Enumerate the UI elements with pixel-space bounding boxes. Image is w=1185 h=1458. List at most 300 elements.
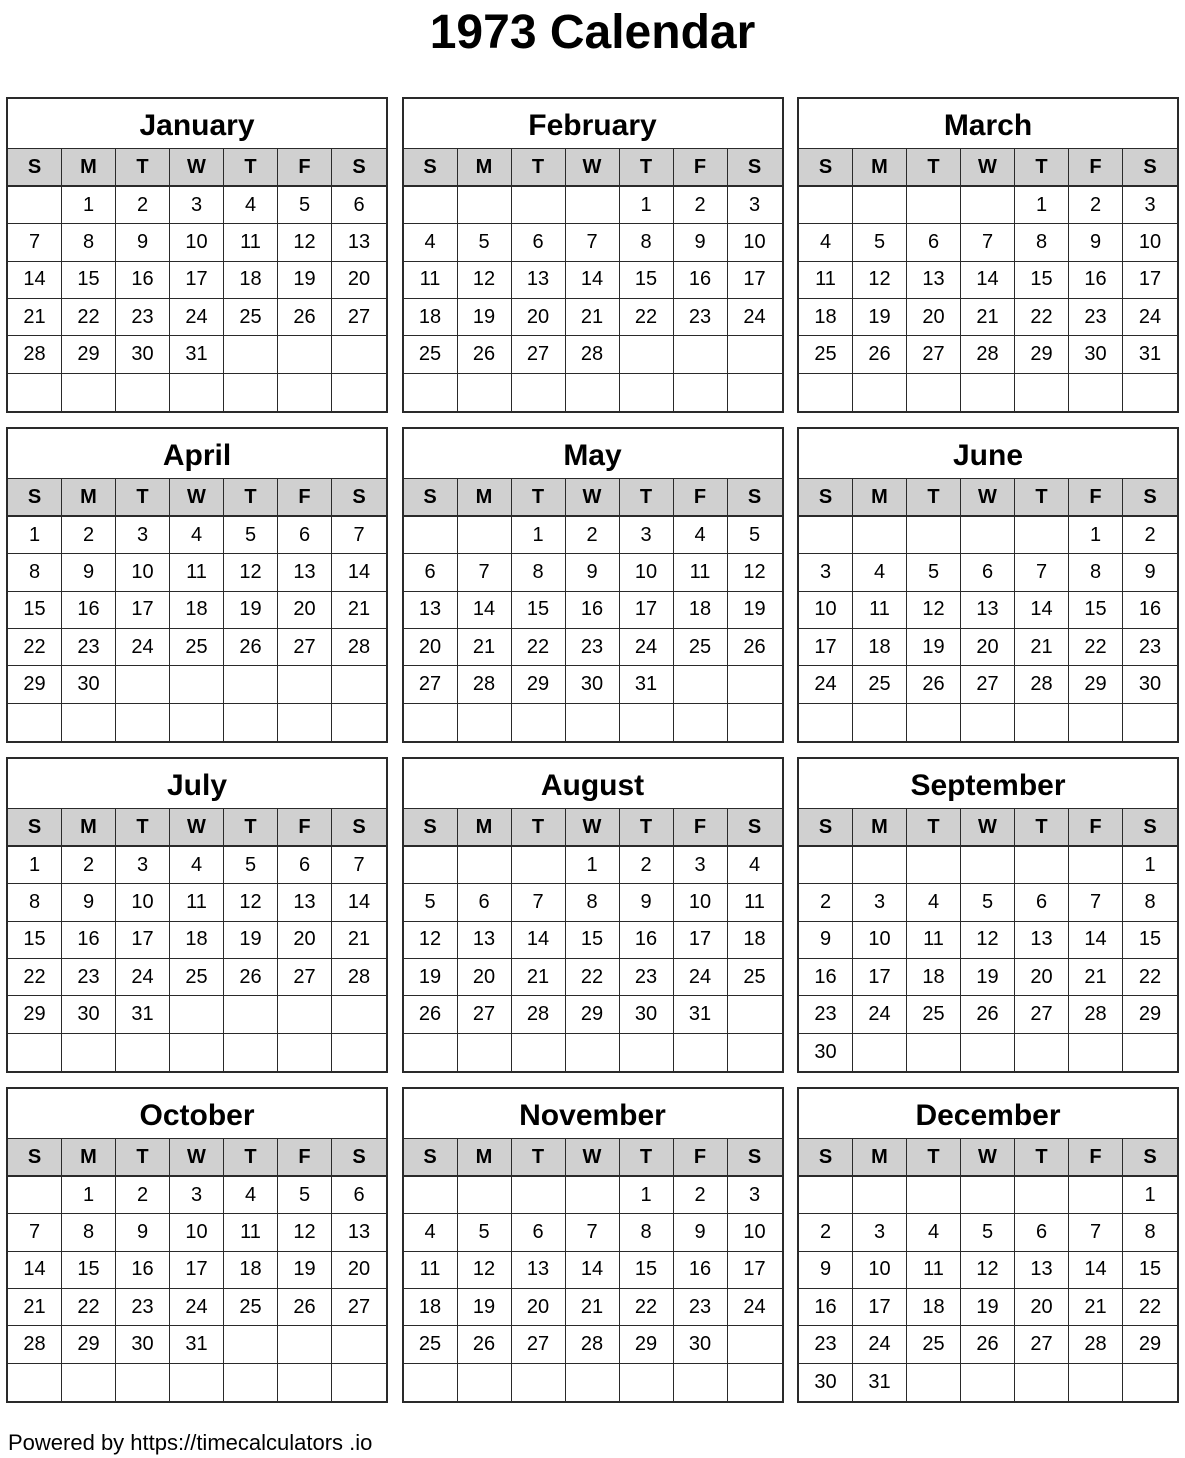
empty-day-cell [620, 336, 674, 373]
day-cell: 19 [278, 1252, 332, 1289]
weekday-label: F [1069, 809, 1123, 845]
day-cell: 29 [1123, 1326, 1177, 1363]
empty-day-cell [458, 1364, 512, 1401]
day-cell: 7 [458, 554, 512, 591]
day-cell: 11 [404, 1252, 458, 1289]
weekday-label: T [512, 149, 566, 185]
day-cell: 8 [620, 224, 674, 261]
day-cell: 2 [674, 187, 728, 224]
day-cell: 22 [512, 629, 566, 666]
day-cell: 3 [799, 554, 853, 591]
weekday-label: W [566, 149, 620, 185]
day-cell: 11 [907, 1252, 961, 1289]
day-cell: 26 [224, 629, 278, 666]
empty-day-cell [728, 704, 782, 741]
day-cell: 20 [278, 922, 332, 959]
empty-day-cell [278, 1364, 332, 1401]
weekday-label: T [116, 149, 170, 185]
empty-day-cell [8, 704, 62, 741]
weekday-label: S [799, 149, 853, 185]
weekday-label: S [352, 156, 366, 178]
empty-day-cell [332, 996, 386, 1033]
day-grid [8, 187, 386, 411]
day-cell: 6 [278, 847, 332, 884]
day-cell: 27 [961, 666, 1015, 703]
day-cell: 27 [1015, 1326, 1069, 1363]
empty-day-cell [8, 1034, 62, 1071]
empty-day-cell [224, 704, 278, 741]
day-cell: 3 [620, 517, 674, 554]
empty-day-cell [458, 1177, 512, 1214]
empty-day-cell [853, 517, 907, 554]
day-cell: 7 [8, 224, 62, 261]
weekday-label: F [674, 149, 728, 185]
empty-day-cell [853, 1177, 907, 1214]
day-cell: 28 [8, 336, 62, 373]
day-cell: 20 [458, 959, 512, 996]
day-cell: 22 [62, 1289, 116, 1326]
day-cell: 15 [1123, 922, 1177, 959]
day-cell: 2 [1069, 187, 1123, 224]
page-title: 1973 Calendar [429, 6, 756, 59]
day-cell: 5 [907, 554, 961, 591]
day-cell: 3 [853, 1214, 907, 1251]
day-cell: 12 [961, 1252, 1015, 1289]
day-cell: 23 [799, 1326, 853, 1363]
day-cell: 21 [512, 959, 566, 996]
day-cell: 5 [278, 1177, 332, 1214]
day-cell: 6 [458, 884, 512, 921]
day-cell: 28 [566, 336, 620, 373]
empty-day-cell [566, 1364, 620, 1401]
day-cell: 15 [620, 262, 674, 299]
weekday-label: T [907, 1139, 961, 1175]
day-cell: 27 [404, 666, 458, 703]
day-cell: 26 [961, 996, 1015, 1033]
day-cell: 8 [62, 224, 116, 261]
day-grid [799, 1177, 1177, 1401]
empty-day-cell [332, 374, 386, 411]
day-cell: 18 [404, 1289, 458, 1326]
day-cell: 14 [332, 554, 386, 591]
empty-day-cell [332, 1034, 386, 1071]
empty-day-cell [566, 187, 620, 224]
day-cell: 6 [1015, 884, 1069, 921]
day-cell: 21 [8, 299, 62, 336]
empty-day-cell [62, 704, 116, 741]
day-cell: 11 [674, 554, 728, 591]
day-cell: 8 [566, 884, 620, 921]
weekday-label: T [620, 149, 674, 185]
day-grid [799, 847, 1177, 1071]
month-april [6, 427, 388, 743]
day-cell: 14 [566, 1252, 620, 1289]
empty-day-cell [224, 1034, 278, 1071]
day-cell: 15 [566, 922, 620, 959]
day-cell: 7 [566, 224, 620, 261]
empty-day-cell [458, 517, 512, 554]
day-cell: 10 [170, 224, 224, 261]
day-cell: 24 [116, 959, 170, 996]
empty-day-cell [170, 1364, 224, 1401]
day-cell: 9 [1123, 554, 1177, 591]
day-cell: 12 [961, 922, 1015, 959]
day-cell: 18 [728, 922, 782, 959]
day-cell: 29 [62, 336, 116, 373]
day-cell: 18 [674, 592, 728, 629]
day-cell: 30 [620, 996, 674, 1033]
day-cell: 7 [961, 224, 1015, 261]
empty-day-cell [1123, 1034, 1177, 1071]
month-july [6, 757, 388, 1073]
empty-day-cell [907, 704, 961, 741]
day-cell: 9 [799, 1252, 853, 1289]
weekday-label: T [620, 479, 674, 515]
day-cell: 29 [8, 996, 62, 1033]
day-cell: 17 [170, 262, 224, 299]
day-cell: 17 [1123, 262, 1177, 299]
day-cell: 22 [620, 299, 674, 336]
day-cell: 14 [566, 262, 620, 299]
empty-day-cell [961, 704, 1015, 741]
day-cell: 11 [728, 884, 782, 921]
month-may [402, 427, 784, 743]
day-cell: 4 [224, 1177, 278, 1214]
day-cell: 22 [1069, 629, 1123, 666]
weekday-label: T [512, 1139, 566, 1175]
empty-day-cell [62, 374, 116, 411]
empty-day-cell [62, 1034, 116, 1071]
empty-day-cell [278, 996, 332, 1033]
weekday-label: F [1069, 1139, 1123, 1175]
day-cell: 29 [620, 1326, 674, 1363]
empty-day-cell [512, 1177, 566, 1214]
day-cell: 19 [728, 592, 782, 629]
weekday-label: S [747, 486, 762, 508]
empty-day-cell [728, 1034, 782, 1071]
day-cell: 21 [566, 299, 620, 336]
weekday-label: T [512, 809, 566, 845]
weekday-header-row [404, 809, 782, 847]
day-cell: 21 [8, 1289, 62, 1326]
day-cell: 20 [961, 629, 1015, 666]
day-cell: 2 [566, 517, 620, 554]
day-cell: 22 [8, 959, 62, 996]
day-cell: 14 [332, 884, 386, 921]
day-cell: 16 [62, 922, 116, 959]
empty-day-cell [224, 1364, 278, 1401]
day-cell: 17 [728, 262, 782, 299]
day-cell: 27 [278, 629, 332, 666]
day-cell: 18 [853, 629, 907, 666]
empty-day-cell [1015, 517, 1069, 554]
month-name: January [8, 99, 386, 149]
day-cell: 1 [8, 517, 62, 554]
day-cell: 3 [728, 1177, 782, 1214]
weekday-header-row [8, 479, 386, 517]
day-cell: 25 [907, 996, 961, 1033]
day-cell: 3 [170, 1177, 224, 1214]
day-cell: 12 [728, 554, 782, 591]
day-cell: 28 [1069, 996, 1123, 1033]
weekday-label: W [170, 149, 224, 185]
day-cell: 15 [620, 1252, 674, 1289]
day-cell: 17 [799, 629, 853, 666]
empty-day-cell [799, 374, 853, 411]
day-cell: 5 [224, 847, 278, 884]
day-cell: 19 [907, 629, 961, 666]
month-november [402, 1087, 784, 1403]
day-cell: 7 [1015, 554, 1069, 591]
day-cell: 23 [116, 1289, 170, 1326]
weekday-label: M [62, 1139, 116, 1175]
day-cell: 18 [170, 922, 224, 959]
day-cell: 21 [1015, 629, 1069, 666]
day-cell: 17 [728, 1252, 782, 1289]
day-cell: 19 [458, 299, 512, 336]
day-cell: 31 [116, 996, 170, 1033]
day-cell: 29 [62, 1326, 116, 1363]
empty-day-cell [404, 187, 458, 224]
empty-day-cell [907, 847, 961, 884]
empty-day-cell [404, 1364, 458, 1401]
day-cell: 8 [8, 554, 62, 591]
day-cell: 14 [8, 1252, 62, 1289]
day-cell: 22 [1123, 1289, 1177, 1326]
day-cell: 30 [566, 666, 620, 703]
day-cell: 9 [674, 224, 728, 261]
day-cell: 7 [566, 1214, 620, 1251]
empty-day-cell [1069, 704, 1123, 741]
day-grid [404, 187, 782, 411]
empty-day-cell [224, 1326, 278, 1363]
day-cell: 10 [728, 224, 782, 261]
day-cell: 27 [907, 336, 961, 373]
day-cell: 20 [278, 592, 332, 629]
empty-day-cell [907, 374, 961, 411]
empty-day-cell [674, 1364, 728, 1401]
weekday-label: M [853, 1139, 907, 1175]
day-cell: 27 [458, 996, 512, 1033]
day-cell: 6 [332, 1177, 386, 1214]
day-cell: 28 [961, 336, 1015, 373]
day-cell: 20 [512, 1289, 566, 1326]
day-cell: 11 [170, 554, 224, 591]
empty-day-cell [332, 1364, 386, 1401]
day-cell: 18 [907, 959, 961, 996]
day-cell: 16 [799, 1289, 853, 1326]
empty-day-cell [728, 1326, 782, 1363]
empty-day-cell [512, 187, 566, 224]
weekday-label: T [1015, 149, 1069, 185]
weekday-label: F [278, 1139, 332, 1175]
day-cell: 1 [62, 1177, 116, 1214]
day-cell: 15 [62, 1252, 116, 1289]
empty-day-cell [224, 996, 278, 1033]
day-cell: 17 [620, 592, 674, 629]
day-cell: 23 [62, 629, 116, 666]
day-cell: 16 [620, 922, 674, 959]
empty-day-cell [116, 1034, 170, 1071]
weekday-label: S [799, 1139, 853, 1175]
empty-day-cell [799, 847, 853, 884]
day-cell: 2 [799, 1214, 853, 1251]
day-cell: 14 [1069, 922, 1123, 959]
day-cell: 10 [853, 1252, 907, 1289]
day-cell: 14 [512, 922, 566, 959]
empty-day-cell [1123, 374, 1177, 411]
day-cell: 17 [674, 922, 728, 959]
month-name: August [404, 759, 782, 809]
day-grid [8, 1177, 386, 1401]
empty-day-cell [799, 187, 853, 224]
day-cell: 8 [62, 1214, 116, 1251]
weekday-label: M [853, 149, 907, 185]
empty-day-cell [728, 336, 782, 373]
day-cell: 6 [961, 554, 1015, 591]
day-cell: 4 [799, 224, 853, 261]
weekday-label: M [853, 809, 907, 845]
day-cell: 18 [907, 1289, 961, 1326]
day-cell: 13 [332, 224, 386, 261]
empty-day-cell [332, 704, 386, 741]
empty-day-cell [728, 666, 782, 703]
day-cell: 15 [1069, 592, 1123, 629]
day-cell: 12 [224, 554, 278, 591]
weekday-label: S [8, 149, 62, 185]
day-cell: 25 [404, 336, 458, 373]
empty-day-cell [404, 847, 458, 884]
empty-day-cell [1069, 1177, 1123, 1214]
day-cell: 27 [332, 299, 386, 336]
day-cell: 5 [728, 517, 782, 554]
month-february [402, 97, 784, 413]
weekday-label: S [1143, 156, 1157, 178]
day-cell: 13 [458, 922, 512, 959]
day-cell: 15 [8, 922, 62, 959]
day-cell: 15 [512, 592, 566, 629]
day-cell: 3 [116, 517, 170, 554]
day-cell: 2 [1123, 517, 1177, 554]
day-cell: 9 [62, 554, 116, 591]
day-cell: 19 [224, 922, 278, 959]
weekday-label: F [278, 809, 332, 845]
month-march [797, 97, 1179, 413]
empty-day-cell [674, 336, 728, 373]
day-cell: 17 [853, 1289, 907, 1326]
day-cell: 16 [566, 592, 620, 629]
weekday-label: T [620, 1139, 674, 1175]
empty-day-cell [458, 847, 512, 884]
empty-day-cell [458, 704, 512, 741]
day-cell: 18 [404, 299, 458, 336]
day-cell: 24 [728, 299, 782, 336]
empty-day-cell [566, 374, 620, 411]
day-cell: 23 [674, 299, 728, 336]
month-name: December [799, 1089, 1177, 1139]
day-cell: 9 [566, 554, 620, 591]
day-cell: 19 [853, 299, 907, 336]
day-cell: 9 [799, 922, 853, 959]
empty-day-cell [278, 704, 332, 741]
empty-day-cell [512, 1034, 566, 1071]
weekday-label: F [278, 479, 332, 515]
weekday-header-row [404, 149, 782, 187]
empty-day-cell [799, 1177, 853, 1214]
day-cell: 23 [674, 1289, 728, 1326]
empty-day-cell [116, 666, 170, 703]
day-cell: 10 [1123, 224, 1177, 261]
day-cell: 21 [332, 922, 386, 959]
day-cell: 1 [1015, 187, 1069, 224]
empty-day-cell [8, 1364, 62, 1401]
month-name: May [404, 429, 782, 479]
weekday-header-row [799, 479, 1177, 517]
empty-day-cell [116, 374, 170, 411]
day-cell: 23 [620, 959, 674, 996]
empty-day-cell [907, 1034, 961, 1071]
day-cell: 2 [62, 847, 116, 884]
day-cell: 14 [458, 592, 512, 629]
day-cell: 16 [1069, 262, 1123, 299]
day-cell: 2 [674, 1177, 728, 1214]
day-cell: 30 [1069, 336, 1123, 373]
day-cell: 8 [1123, 884, 1177, 921]
day-cell: 23 [566, 629, 620, 666]
day-cell: 12 [404, 922, 458, 959]
weekday-label: M [458, 1139, 512, 1175]
weekday-label: T [1015, 809, 1069, 845]
day-cell: 27 [512, 1326, 566, 1363]
empty-day-cell [674, 374, 728, 411]
empty-day-cell [170, 666, 224, 703]
day-cell: 9 [1069, 224, 1123, 261]
day-cell: 30 [116, 336, 170, 373]
day-cell: 10 [853, 922, 907, 959]
day-cell: 3 [116, 847, 170, 884]
day-cell: 4 [404, 1214, 458, 1251]
empty-day-cell [961, 187, 1015, 224]
day-cell: 28 [332, 629, 386, 666]
day-cell: 26 [458, 1326, 512, 1363]
empty-day-cell [404, 517, 458, 554]
weekday-label: M [853, 479, 907, 515]
day-cell: 1 [566, 847, 620, 884]
day-cell: 28 [332, 959, 386, 996]
day-cell: 10 [116, 554, 170, 591]
empty-day-cell [170, 1034, 224, 1071]
day-cell: 24 [170, 1289, 224, 1326]
day-cell: 22 [1123, 959, 1177, 996]
weekday-label: W [170, 1139, 224, 1175]
day-cell: 19 [224, 592, 278, 629]
empty-day-cell [404, 1034, 458, 1071]
weekday-label: M [458, 149, 512, 185]
day-cell: 27 [278, 959, 332, 996]
day-cell: 19 [404, 959, 458, 996]
empty-day-cell [907, 1177, 961, 1214]
empty-day-cell [620, 1364, 674, 1401]
day-cell: 19 [961, 959, 1015, 996]
month-december [797, 1087, 1179, 1403]
day-cell: 29 [8, 666, 62, 703]
empty-day-cell [404, 1177, 458, 1214]
day-cell: 20 [332, 1252, 386, 1289]
day-cell: 23 [116, 299, 170, 336]
day-cell: 12 [278, 1214, 332, 1251]
day-cell: 16 [62, 592, 116, 629]
day-cell: 24 [853, 996, 907, 1033]
